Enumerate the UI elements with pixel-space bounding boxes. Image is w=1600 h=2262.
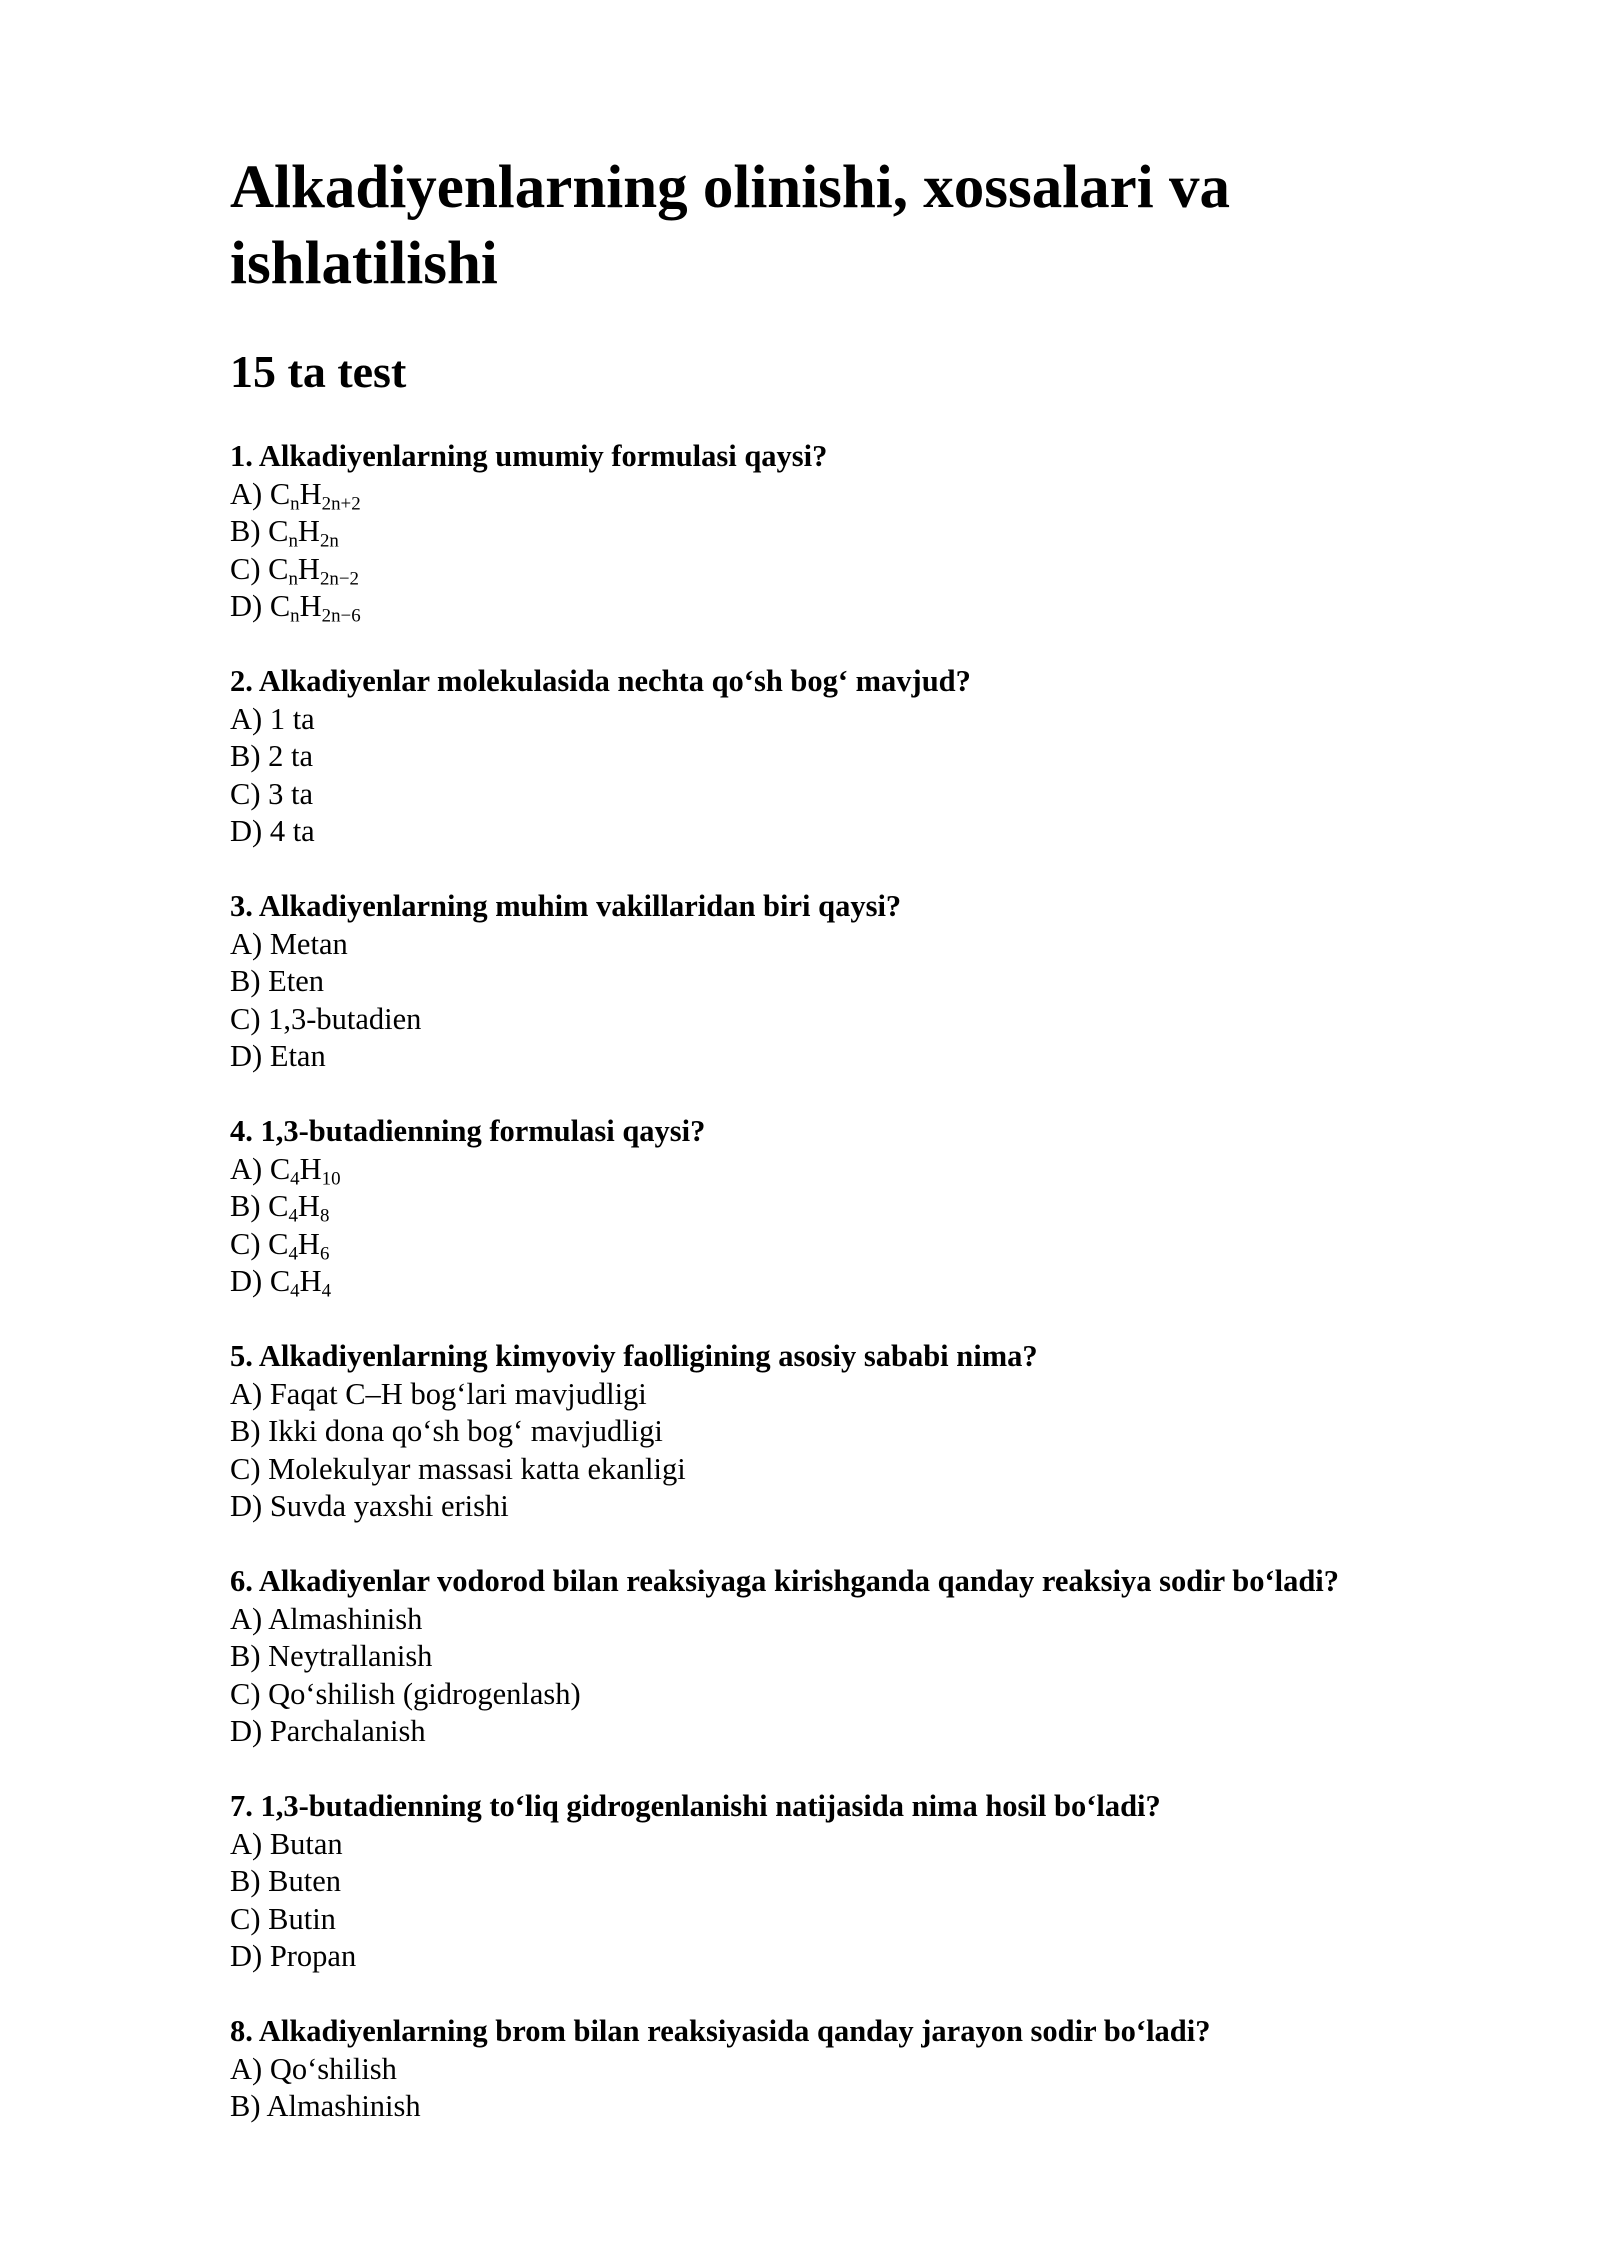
page-subtitle: 15 ta test xyxy=(230,346,407,397)
question-text: 7. 1,3-butadienning to‘liq gidrogenlanishi natijasida nima hosil bo‘ladi? xyxy=(230,1789,1161,1823)
question-4 xyxy=(230,1113,1490,1301)
question-2 xyxy=(230,663,1490,851)
option-letter: B) xyxy=(230,1189,269,1223)
answer-option xyxy=(230,1263,1490,1301)
answer-option xyxy=(230,926,1490,964)
option-letter: A) xyxy=(230,476,270,511)
answer-option xyxy=(230,738,1490,776)
answer-option xyxy=(230,513,1490,551)
option-text: H xyxy=(299,1151,322,1186)
option-letter: B) xyxy=(230,739,269,773)
option-text: 3 ta xyxy=(268,776,314,811)
option-text: 4 ta xyxy=(269,814,315,848)
option-letter: A) xyxy=(230,1376,270,1411)
answer-option xyxy=(230,551,1490,589)
formula-subscript: 4 xyxy=(288,1205,298,1227)
answer-option xyxy=(230,1188,1490,1226)
question-1 xyxy=(230,438,1490,626)
option-letter: C) xyxy=(230,776,269,811)
formula-subscript: 4 xyxy=(290,1280,300,1302)
option-letter: D) xyxy=(230,814,270,848)
option-text: Eten xyxy=(268,964,325,998)
option-text: Butin xyxy=(268,1901,336,1936)
formula-subscript: 2n+2 xyxy=(321,492,361,514)
answer-option xyxy=(230,1001,1490,1039)
option-text: Buten xyxy=(268,1864,341,1898)
option-letter: C) xyxy=(230,1226,269,1261)
option-text: Neytrallanish xyxy=(268,1639,433,1673)
formula-subscript: n xyxy=(288,530,298,552)
answer-option xyxy=(230,1488,1490,1526)
formula-subscript: 8 xyxy=(319,1205,330,1227)
formula-subscript: n xyxy=(288,567,298,589)
option-text: H xyxy=(297,514,320,548)
formula-subscript: 2n−2 xyxy=(319,567,359,589)
option-text: Etan xyxy=(269,1039,326,1073)
page-title: Alkadiyenlarning olinishi, xossalari va ishlatilishi xyxy=(230,154,1230,297)
formula-subscript: 4 xyxy=(290,1167,300,1189)
option-text: 1,3-butadien xyxy=(268,1001,422,1036)
option-text: C xyxy=(269,1264,291,1298)
option-text: Butan xyxy=(269,1826,343,1861)
answer-option xyxy=(230,1226,1490,1264)
formula-subscript: 2n xyxy=(319,530,339,552)
answer-option xyxy=(230,588,1490,626)
option-text: Almashinish xyxy=(266,2089,421,2123)
option-letter: D) xyxy=(230,1939,270,1973)
question-3 xyxy=(230,888,1490,1076)
option-text: C xyxy=(269,476,291,511)
formula-subscript: 2n−6 xyxy=(321,605,361,627)
option-letter: A) xyxy=(230,1826,270,1861)
option-text: C xyxy=(269,1151,291,1186)
question-7 xyxy=(230,1788,1490,1976)
option-text: H xyxy=(299,1264,322,1298)
option-letter: B) xyxy=(230,2089,267,2123)
option-letter: A) xyxy=(230,926,270,961)
answer-option xyxy=(230,1938,1490,1976)
answer-option xyxy=(230,1376,1490,1414)
question-text: 4. 1,3-butadienning formulasi qaysi? xyxy=(230,1114,706,1148)
formula-subscript: n xyxy=(290,605,300,627)
answer-option xyxy=(230,1826,1490,1864)
answer-option xyxy=(230,776,1490,814)
option-letter: B) xyxy=(230,1639,269,1673)
option-letter: C) xyxy=(230,551,269,586)
option-text: C xyxy=(269,589,291,623)
option-text: C xyxy=(268,1189,289,1223)
option-text: Molekulyar massasi katta ekanligi xyxy=(268,1451,686,1486)
option-letter: C) xyxy=(230,1001,269,1036)
option-letter: B) xyxy=(230,1864,269,1898)
option-letter: C) xyxy=(230,1451,269,1486)
answer-option xyxy=(230,1676,1490,1714)
answer-option xyxy=(230,1601,1490,1639)
document-page xyxy=(230,150,1490,2163)
option-text: Propan xyxy=(269,1939,357,1973)
option-text: H xyxy=(299,589,322,623)
formula-subscript: n xyxy=(290,492,300,514)
answer-option xyxy=(230,2088,1490,2126)
answer-option xyxy=(230,1901,1490,1939)
question-5 xyxy=(230,1338,1490,1526)
formula-subscript: 6 xyxy=(319,1242,330,1264)
question-text: 8. Alkadiyenlarning brom bilan reaksiyasida qanday jarayon sodir bo‘ladi? xyxy=(230,2014,1211,2048)
answer-option xyxy=(230,2051,1490,2089)
formula-subscript: 4 xyxy=(321,1280,332,1302)
answer-option xyxy=(230,963,1490,1001)
option-text: H xyxy=(299,476,322,511)
option-letter: B) xyxy=(230,514,269,548)
option-text: H xyxy=(297,551,320,586)
question-text: 3. Alkadiyenlarning muhim vakillaridan biri qaysi? xyxy=(230,889,902,923)
option-letter: B) xyxy=(230,1414,269,1448)
answer-option xyxy=(230,1713,1490,1751)
option-text: Faqat C–H bog‘lari mavjudligi xyxy=(269,1376,647,1411)
option-letter: D) xyxy=(230,1714,270,1748)
option-text: H xyxy=(297,1189,320,1223)
question-8 xyxy=(230,2013,1490,2126)
question-6 xyxy=(230,1563,1490,1751)
formula-subscript: 4 xyxy=(288,1242,298,1264)
answer-option xyxy=(230,1413,1490,1451)
answer-option xyxy=(230,1638,1490,1676)
answer-option xyxy=(230,1151,1490,1189)
option-letter: D) xyxy=(230,1039,270,1073)
answer-option xyxy=(230,813,1490,851)
option-text: 2 ta xyxy=(268,739,314,773)
option-text: Ikki dona qo‘sh bog‘ mavjudligi xyxy=(268,1414,663,1448)
option-letter: D) xyxy=(230,1264,270,1298)
option-letter: B) xyxy=(230,964,269,998)
formula-subscript: 10 xyxy=(321,1167,341,1189)
option-text: 1 ta xyxy=(269,701,315,736)
question-text: 5. Alkadiyenlarning kimyoviy faolligining asosiy sababi nima? xyxy=(230,1339,1038,1373)
option-letter: D) xyxy=(230,589,270,623)
question-text: 6. Alkadiyenlar vodorod bilan reaksiyaga kirishganda qanday reaksiya sodir bo‘ladi? xyxy=(230,1564,1340,1598)
option-letter: A) xyxy=(230,1601,269,1636)
question-list xyxy=(230,438,1490,2126)
option-text: Suvda yaxshi erishi xyxy=(269,1489,509,1523)
option-text: C xyxy=(268,551,289,586)
answer-option xyxy=(230,1863,1490,1901)
question-text: 2. Alkadiyenlar molekulasida nechta qo‘sh bog‘ mavjud? xyxy=(230,664,971,698)
option-letter: C) xyxy=(230,1676,269,1711)
option-text: Metan xyxy=(269,926,348,961)
answer-option xyxy=(230,1038,1490,1076)
option-letter: A) xyxy=(230,1151,270,1186)
option-text: Qo‘shilish xyxy=(269,2051,397,2086)
option-text: Parchalanish xyxy=(269,1714,426,1748)
option-text: C xyxy=(268,514,289,548)
answer-option xyxy=(230,1451,1490,1489)
option-letter: C) xyxy=(230,1901,269,1936)
option-letter: D) xyxy=(230,1489,270,1523)
answer-option xyxy=(230,476,1490,514)
option-letter: A) xyxy=(230,701,270,736)
option-text: Qo‘shilish (gidrogenlash) xyxy=(268,1676,581,1711)
question-text: 1. Alkadiyenlarning umumiy formulasi qaysi? xyxy=(230,439,828,473)
option-letter: A) xyxy=(230,2051,270,2086)
option-text: C xyxy=(268,1226,289,1261)
option-text: Almashinish xyxy=(268,1601,423,1636)
answer-option xyxy=(230,701,1490,739)
option-text: H xyxy=(297,1226,320,1261)
